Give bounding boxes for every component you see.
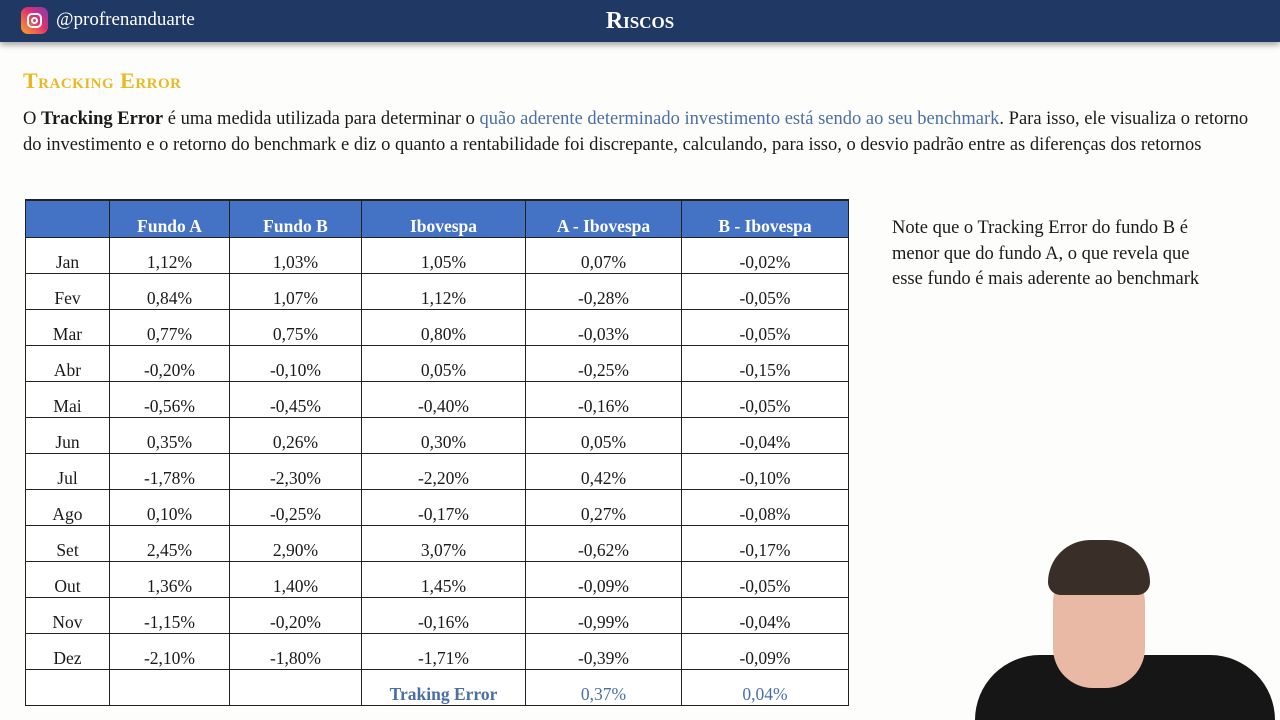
value-cell: -0,03% bbox=[526, 309, 682, 345]
table-header-row bbox=[26, 200, 849, 237]
text: . Para isso, ele visualiza o retorno do investimento e o retorno do benchmark e diz o quanto a rentabilidade foi discrepante, calculando, para isso, o desvio padrão entre as diferenças dos retornos bbox=[23, 109, 1249, 155]
presenter-webcam bbox=[965, 540, 1280, 720]
value-cell: -0,56% bbox=[110, 381, 230, 417]
value-cell: -0,20% bbox=[110, 345, 230, 381]
value-cell: 1,12% bbox=[362, 273, 526, 309]
empty-cell bbox=[230, 669, 362, 705]
text: O bbox=[23, 109, 41, 129]
returns-table bbox=[25, 199, 849, 706]
table-row bbox=[26, 417, 849, 453]
value-cell: -0,62% bbox=[526, 525, 682, 561]
value-cell: 2,45% bbox=[110, 525, 230, 561]
highlighted-text: quão aderente determinado investimento está sendo ao seu benchmark bbox=[479, 109, 1000, 129]
month-cell: Jun bbox=[26, 417, 110, 453]
month-cell: Out bbox=[26, 561, 110, 597]
value-cell: -2,20% bbox=[362, 453, 526, 489]
value-cell: 0,05% bbox=[526, 417, 682, 453]
month-cell: Mar bbox=[26, 309, 110, 345]
table-row bbox=[26, 453, 849, 489]
value-cell: -0,04% bbox=[682, 417, 849, 453]
table-row bbox=[26, 309, 849, 345]
instagram-handle: @profrenanduarte bbox=[56, 9, 195, 30]
column-header: Fundo B bbox=[230, 200, 362, 237]
value-cell: -0,05% bbox=[682, 381, 849, 417]
value-cell: 0,35% bbox=[110, 417, 230, 453]
value-cell: -2,30% bbox=[230, 453, 362, 489]
value-cell: 1,07% bbox=[230, 273, 362, 309]
value-cell: 0,77% bbox=[110, 309, 230, 345]
tracking-error-cell: 0,04% bbox=[682, 669, 849, 705]
value-cell: -1,78% bbox=[110, 453, 230, 489]
value-cell: 1,05% bbox=[362, 237, 526, 273]
value-cell: -1,80% bbox=[230, 633, 362, 669]
value-cell: -1,71% bbox=[362, 633, 526, 669]
value-cell: 0,10% bbox=[110, 489, 230, 525]
month-cell: Dez bbox=[26, 633, 110, 669]
value-cell: -0,09% bbox=[526, 561, 682, 597]
column-header: B - Ibovespa bbox=[682, 200, 849, 237]
intro-paragraph bbox=[23, 106, 1263, 158]
table-row bbox=[26, 237, 849, 273]
value-cell: -0,04% bbox=[682, 597, 849, 633]
value-cell: -0,08% bbox=[682, 489, 849, 525]
value-cell: 0,30% bbox=[362, 417, 526, 453]
value-cell: 1,45% bbox=[362, 561, 526, 597]
value-cell: -0,28% bbox=[526, 273, 682, 309]
value-cell: 1,40% bbox=[230, 561, 362, 597]
value-cell: -0,05% bbox=[682, 273, 849, 309]
table-row bbox=[26, 597, 849, 633]
value-cell: -0,02% bbox=[682, 237, 849, 273]
value-cell: -0,09% bbox=[682, 633, 849, 669]
column-header: Fundo A bbox=[110, 200, 230, 237]
month-cell: Abr bbox=[26, 345, 110, 381]
value-cell: 0,05% bbox=[362, 345, 526, 381]
month-cell: Mai bbox=[26, 381, 110, 417]
month-cell: Jan bbox=[26, 237, 110, 273]
column-header bbox=[26, 200, 110, 237]
side-note: Note que o Tracking Error do fundo B é menor que do fundo A, o que revela que esse fundo é mais aderente ao benchmark bbox=[892, 218, 1200, 289]
value-cell: -0,10% bbox=[230, 345, 362, 381]
value-cell: 0,80% bbox=[362, 309, 526, 345]
table-row bbox=[26, 345, 849, 381]
value-cell: 0,07% bbox=[526, 237, 682, 273]
value-cell: -0,17% bbox=[682, 525, 849, 561]
slide-title: Riscos bbox=[605, 8, 675, 34]
section-title: Tracking Error bbox=[23, 68, 182, 93]
table-row bbox=[26, 273, 849, 309]
bold-term: Tracking Error bbox=[41, 109, 164, 129]
empty-cell bbox=[26, 669, 110, 705]
table-row bbox=[26, 381, 849, 417]
presenter-hair bbox=[1048, 540, 1150, 595]
value-cell: -0,15% bbox=[682, 345, 849, 381]
value-cell: 0,26% bbox=[230, 417, 362, 453]
value-cell: 3,07% bbox=[362, 525, 526, 561]
month-cell: Nov bbox=[26, 597, 110, 633]
text: é uma medida utilizada para determinar o bbox=[163, 109, 480, 129]
value-cell: 0,84% bbox=[110, 273, 230, 309]
value-cell: -0,99% bbox=[526, 597, 682, 633]
value-cell: -0,16% bbox=[526, 381, 682, 417]
month-cell: Set bbox=[26, 525, 110, 561]
top-bar bbox=[0, 0, 1280, 42]
value-cell: -0,39% bbox=[526, 633, 682, 669]
empty-cell bbox=[110, 669, 230, 705]
value-cell: -0,05% bbox=[682, 309, 849, 345]
value-cell: 1,03% bbox=[230, 237, 362, 273]
value-cell: -1,15% bbox=[110, 597, 230, 633]
value-cell: -0,16% bbox=[362, 597, 526, 633]
value-cell: 0,27% bbox=[526, 489, 682, 525]
column-header: A - Ibovespa bbox=[526, 200, 682, 237]
value-cell: -0,25% bbox=[230, 489, 362, 525]
table-row bbox=[26, 633, 849, 669]
tracking-error-cell: 0,37% bbox=[526, 669, 682, 705]
table-row bbox=[26, 525, 849, 561]
value-cell: 1,12% bbox=[110, 237, 230, 273]
value-cell: -2,10% bbox=[110, 633, 230, 669]
value-cell: -0,20% bbox=[230, 597, 362, 633]
table-row bbox=[26, 561, 849, 597]
value-cell: -0,05% bbox=[682, 561, 849, 597]
value-cell: -0,17% bbox=[362, 489, 526, 525]
value-cell: 0,75% bbox=[230, 309, 362, 345]
value-cell: -0,40% bbox=[362, 381, 526, 417]
value-cell: -0,45% bbox=[230, 381, 362, 417]
value-cell: -0,25% bbox=[526, 345, 682, 381]
value-cell: -0,10% bbox=[682, 453, 849, 489]
month-cell: Ago bbox=[26, 489, 110, 525]
month-cell: Jul bbox=[26, 453, 110, 489]
value-cell: 0,42% bbox=[526, 453, 682, 489]
value-cell: 2,90% bbox=[230, 525, 362, 561]
month-cell: Fev bbox=[26, 273, 110, 309]
column-header: Ibovespa bbox=[362, 200, 526, 237]
value-cell: 1,36% bbox=[110, 561, 230, 597]
tracking-error-row bbox=[26, 669, 849, 705]
table-row bbox=[26, 489, 849, 525]
tracking-error-cell: Traking Error bbox=[362, 669, 526, 705]
